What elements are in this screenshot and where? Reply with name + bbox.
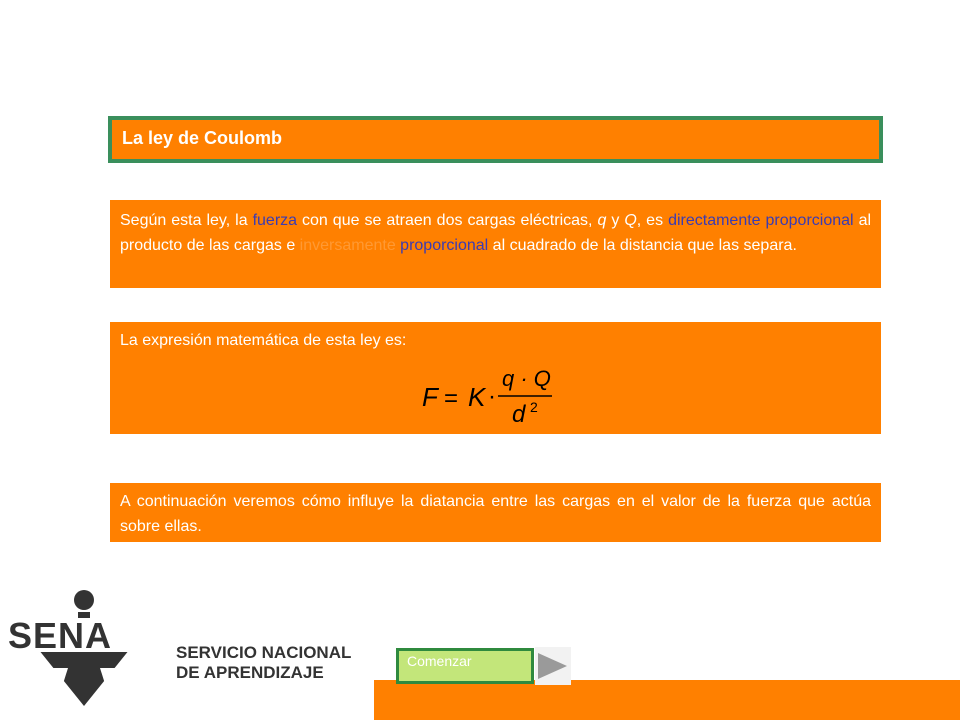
term-inversamente: inversamente bbox=[299, 237, 396, 254]
logo-line-1: SERVICIO NACIONAL bbox=[176, 643, 352, 662]
law-text-part: Según esta ley, la bbox=[120, 212, 253, 229]
sena-logo-icon bbox=[6, 588, 378, 706]
logo-line-2: DE APRENDIZAJE bbox=[176, 663, 324, 682]
logo-acronym: SENA bbox=[8, 615, 113, 656]
start-button[interactable]: Comenzar bbox=[396, 648, 534, 684]
law-description bbox=[110, 200, 881, 288]
law-text-part: al cuadrado de la distancia que las separa. bbox=[488, 237, 797, 254]
term-proporcional: proporcional bbox=[400, 237, 489, 254]
formula-equals: = bbox=[444, 385, 459, 412]
law-text-part: y bbox=[606, 212, 625, 229]
formula-dot: · bbox=[488, 383, 496, 410]
slide-title-banner bbox=[108, 116, 883, 163]
slide-title: La ley de Coulomb bbox=[122, 128, 283, 148]
law-text-part: , es bbox=[636, 212, 669, 229]
law-text-part: al producto de las cargas e bbox=[120, 212, 872, 254]
play-arrow-icon[interactable] bbox=[535, 647, 571, 685]
formula-K: K bbox=[468, 382, 486, 412]
continuation-text: A continuación veremos cómo influye la diatancia entre las cargas en el valor de la fuerza que actúa sobre ellas. bbox=[110, 483, 881, 542]
formula-numerator: q · Q bbox=[502, 366, 551, 391]
formula-denominator: d bbox=[512, 401, 526, 428]
formula-exponent: 2 bbox=[530, 399, 538, 415]
symbol-Q: Q bbox=[624, 212, 637, 229]
term-fuerza: fuerza bbox=[252, 212, 298, 229]
footer-bar bbox=[374, 680, 960, 720]
formula-panel bbox=[110, 322, 881, 434]
law-text-part: con que se atraen dos cargas eléctricas, bbox=[297, 212, 598, 229]
term-directamente-proporcional: directamente proporcional bbox=[668, 212, 854, 229]
symbol-q: q bbox=[597, 212, 607, 229]
formula-intro: La expresión matemática de esta ley es: bbox=[120, 332, 407, 349]
formula-F: F bbox=[422, 382, 438, 412]
coulomb-formula bbox=[410, 360, 590, 428]
